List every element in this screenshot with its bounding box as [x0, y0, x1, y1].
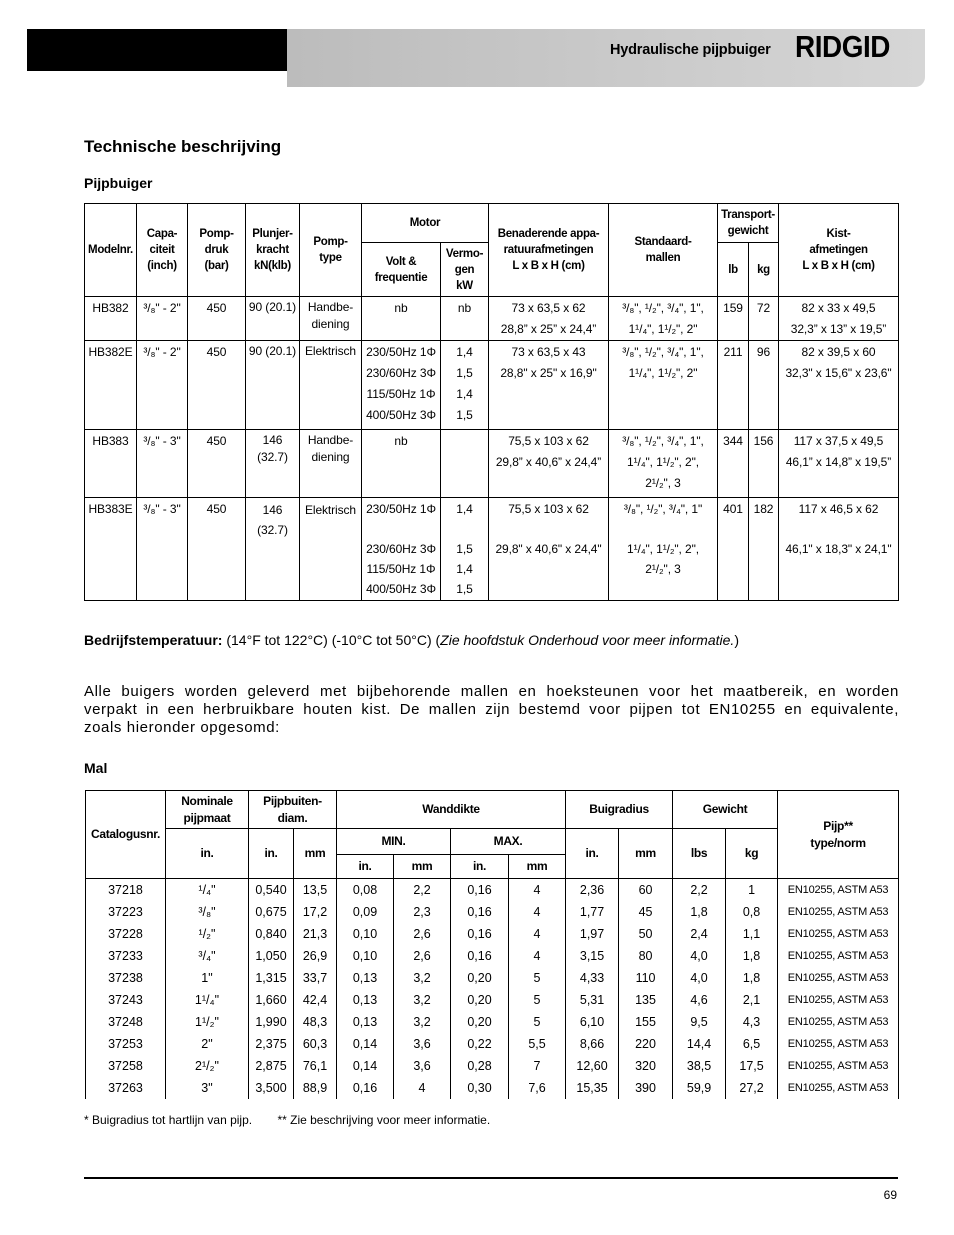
- cell-nominale-in: ³/₈": [166, 901, 249, 923]
- cell-catalogusnr: 37228: [86, 923, 166, 945]
- cell-pompdruk: 450: [188, 297, 246, 341]
- cell-catalogusnr: 37233: [86, 945, 166, 967]
- header-vermogen: Vermo- gen kW: [441, 243, 489, 297]
- cell-nominale-in: 1¹/₂": [166, 1011, 249, 1033]
- table-row: [86, 989, 899, 1011]
- cell-gewicht-lbs: 1,8: [673, 901, 726, 923]
- cell-max-in: 0,16: [451, 901, 509, 923]
- cell-pijp-norm: EN10255, ASTM A53: [778, 1077, 899, 1099]
- header-pijpbuitendiameter: Pijpbuiten- diam.: [249, 791, 337, 829]
- header-motor: Motor: [362, 204, 489, 243]
- cell-min-mm: 2,6: [394, 923, 451, 945]
- header-volt-frequentie: Volt & frequentie: [362, 243, 441, 297]
- cell-catalogusnr: 37243: [86, 989, 166, 1011]
- cell-min-in: 0,13: [337, 989, 394, 1011]
- cell-volt: 230/50Hz 1Φ 230/60Hz 3Φ 115/50Hz 1Φ 400/50Hz 3Φ: [362, 341, 441, 430]
- cell-vermogen: 1,4 1,5 1,4 1,5: [441, 498, 489, 601]
- pijpbuiger-table: [84, 203, 899, 601]
- cell-buigradius-in: 8,66: [566, 1033, 619, 1055]
- table-row: [86, 1033, 899, 1055]
- header-modelnr: Modelnr.: [85, 204, 137, 297]
- cell-buigradius-mm: 60: [619, 879, 673, 901]
- cell-gewicht-lbs: 14,4: [673, 1033, 726, 1055]
- cell-nominale-in: 1¹/₄": [166, 989, 249, 1011]
- cell-min-in: 0,10: [337, 945, 394, 967]
- cell-buigradius-in: 2,36: [566, 879, 619, 901]
- cell-pompdruk: 450: [188, 341, 246, 430]
- cell-pomptype: Handbe- diening: [300, 430, 362, 498]
- cell-kg: 182: [749, 498, 779, 601]
- cell-nominale-in: ³/₄": [166, 945, 249, 967]
- footnote-buigradius: * Buigradius tot hartlijn van pijp.: [84, 1113, 253, 1127]
- cell-diam-in: 2,375: [249, 1033, 294, 1055]
- header-gewicht-kg: kg: [726, 829, 778, 879]
- header-buigradius: Buigradius: [566, 791, 673, 829]
- header-wanddikte: Wanddikte: [337, 791, 566, 829]
- cell-max-mm: 4: [509, 945, 566, 967]
- header-pompdruk: Pomp- druk (bar): [188, 204, 246, 297]
- cell-max-in: 0,22: [451, 1033, 509, 1055]
- cell-kist: 82 x 33 x 49,5 32,3” x 13” x 19,5”: [779, 297, 899, 341]
- page-number: 69: [883, 1188, 897, 1202]
- cell-max-in: 0,20: [451, 967, 509, 989]
- cell-max-in: 0,16: [451, 879, 509, 901]
- footnotes: [84, 1113, 490, 1127]
- cell-max-in: 0,16: [451, 945, 509, 967]
- page-header-title: Hydraulische pijpbuiger: [610, 42, 771, 58]
- cell-min-in: 0,08: [337, 879, 394, 901]
- cell-catalogusnr: 37248: [86, 1011, 166, 1033]
- cell-afmetingen: 75,5 x 103 x 62 29,8" x 40,6" x 24,4": [489, 498, 609, 601]
- cell-buigradius-mm: 80: [619, 945, 673, 967]
- cell-buigradius-in: 4,33: [566, 967, 619, 989]
- table-row: [86, 945, 899, 967]
- cell-pijp-norm: EN10255, ASTM A53: [778, 879, 899, 901]
- footnote-pijp: ** Zie beschrijving voor meer informatie.: [277, 1113, 491, 1127]
- cell-pompdruk: 450: [188, 498, 246, 601]
- header-buigradius-mm: mm: [619, 829, 673, 879]
- cell-nominale-in: ¹/₂": [166, 923, 249, 945]
- cell-max-mm: 5: [509, 1011, 566, 1033]
- cell-pompdruk: 450: [188, 430, 246, 498]
- header-capaciteit: Capa- citeit (inch): [137, 204, 188, 297]
- table-row: [85, 430, 899, 498]
- cell-gewicht-lbs: 9,5: [673, 1011, 726, 1033]
- cell-lb: 211: [718, 341, 749, 430]
- header-diam-in: in.: [249, 829, 294, 879]
- header-kg: kg: [749, 243, 779, 297]
- cell-model: HB383E: [85, 498, 137, 601]
- cell-buigradius-in: 1,77: [566, 901, 619, 923]
- cell-kist: 82 x 39,5 x 60 32,3" x 15,6" x 23,6": [779, 341, 899, 430]
- cell-plunjerkracht: 146 (32.7): [246, 430, 300, 498]
- header-plunjerkracht: Plunjer- kracht kN(klb): [246, 204, 300, 297]
- footer-rule: [84, 1177, 898, 1179]
- cell-min-in: 0,10: [337, 923, 394, 945]
- cell-nominale-in: 1": [166, 967, 249, 989]
- cell-catalogusnr: 37263: [86, 1077, 166, 1099]
- cell-buigradius-mm: 110: [619, 967, 673, 989]
- cell-buigradius-mm: 135: [619, 989, 673, 1011]
- cell-nominale-in: 3": [166, 1077, 249, 1099]
- cell-gewicht-kg: 0,8: [726, 901, 778, 923]
- paragraph-line: Alle buigers worden geleverd met bijbehorende mallen en hoeksteunen voor het maatbereik, en worden: [84, 683, 899, 700]
- cell-gewicht-kg: 1,1: [726, 923, 778, 945]
- cell-min-in: 0,13: [337, 967, 394, 989]
- cell-vermogen: nb: [441, 297, 489, 341]
- cell-buigradius-in: 12,60: [566, 1055, 619, 1077]
- header-transportgewicht: Transport- gewicht: [718, 204, 779, 243]
- cell-lb: 401: [718, 498, 749, 601]
- header-catalogusnr: Catalogusnr.: [86, 791, 166, 879]
- cell-diam-mm: 42,4: [294, 989, 337, 1011]
- cell-kg: 96: [749, 341, 779, 430]
- cell-gewicht-kg: 2,1: [726, 989, 778, 1011]
- cell-pomptype: Elektrisch: [300, 498, 362, 601]
- cell-pijp-norm: EN10255, ASTM A53: [778, 945, 899, 967]
- cell-max-mm: 4: [509, 923, 566, 945]
- cell-pijp-norm: EN10255, ASTM A53: [778, 989, 899, 1011]
- cell-max-in: 0,30: [451, 1077, 509, 1099]
- cell-gewicht-lbs: 59,9: [673, 1077, 726, 1099]
- header-min-in: in.: [337, 855, 394, 879]
- cell-mallen: ³/₈", ¹/₂", ³/₄", 1", 1¹/₄", 1¹/₂", 2": [609, 341, 718, 430]
- cell-diam-mm: 13,5: [294, 879, 337, 901]
- cell-capaciteit: ³/₈" - 3": [137, 430, 188, 498]
- cell-gewicht-kg: 4,3: [726, 1011, 778, 1033]
- cell-diam-in: 2,875: [249, 1055, 294, 1077]
- header-nominale-pijpmaat: Nominale pijpmaat: [166, 791, 249, 829]
- cell-lb: 159: [718, 297, 749, 341]
- header-lb: lb: [718, 243, 749, 297]
- table-row: [86, 1011, 899, 1033]
- table-row: [86, 879, 899, 901]
- subsection-title-mal: Mal: [84, 760, 108, 776]
- cell-mallen: ³/₈", ¹/₂", ³/₄", 1", 1¹/₄", 1¹/₂", 2", 2¹/₂", 3: [609, 430, 718, 498]
- header-max: MAX.: [451, 829, 566, 855]
- cell-diam-in: 1,315: [249, 967, 294, 989]
- cell-buigradius-mm: 320: [619, 1055, 673, 1077]
- cell-catalogusnr: 37223: [86, 901, 166, 923]
- cell-min-mm: 2,6: [394, 945, 451, 967]
- table-row: [86, 967, 899, 989]
- cell-max-in: 0,20: [451, 1011, 509, 1033]
- cell-max-mm: 7: [509, 1055, 566, 1077]
- cell-max-mm: 7,6: [509, 1077, 566, 1099]
- cell-vermogen: [441, 430, 489, 498]
- table-row: [86, 1055, 899, 1077]
- cell-gewicht-kg: 1,8: [726, 945, 778, 967]
- cell-min-mm: 2,3: [394, 901, 451, 923]
- cell-min-mm: 3,2: [394, 967, 451, 989]
- cell-max-mm: 5,5: [509, 1033, 566, 1055]
- cell-buigradius-mm: 155: [619, 1011, 673, 1033]
- header-gewicht-lbs: lbs: [673, 829, 726, 879]
- header-standaardmallen: Standaard- mallen: [609, 204, 718, 297]
- cell-min-mm: 3,2: [394, 1011, 451, 1033]
- cell-gewicht-kg: 27,2: [726, 1077, 778, 1099]
- cell-diam-in: 1,660: [249, 989, 294, 1011]
- ridgid-logo: RIDGID: [795, 29, 890, 64]
- cell-pomptype: Handbe- diening: [300, 297, 362, 341]
- cell-max-in: 0,20: [451, 989, 509, 1011]
- cell-max-in: 0,28: [451, 1055, 509, 1077]
- cell-diam-in: 0,540: [249, 879, 294, 901]
- cell-diam-mm: 76,1: [294, 1055, 337, 1077]
- paragraph-line: zoals hieronder opgesomd:: [84, 719, 280, 736]
- cell-max-mm: 4: [509, 901, 566, 923]
- cell-diam-mm: 88,9: [294, 1077, 337, 1099]
- header-min: MIN.: [337, 829, 451, 855]
- cell-diam-mm: 17,2: [294, 901, 337, 923]
- cell-diam-in: 1,990: [249, 1011, 294, 1033]
- cell-min-mm: 3,2: [394, 989, 451, 1011]
- header-pijp-type-norm: Pijp** type/norm: [778, 791, 899, 879]
- cell-model: HB382: [85, 297, 137, 341]
- header-nominale-in: in.: [166, 829, 249, 879]
- cell-max-mm: 4: [509, 879, 566, 901]
- cell-nominale-in: 2¹/₂": [166, 1055, 249, 1077]
- cell-catalogusnr: 37218: [86, 879, 166, 901]
- cell-kg: 72: [749, 297, 779, 341]
- cell-diam-in: 0,675: [249, 901, 294, 923]
- table-row: [85, 341, 899, 430]
- cell-pijp-norm: EN10255, ASTM A53: [778, 1055, 899, 1077]
- cell-catalogusnr: 37258: [86, 1055, 166, 1077]
- cell-diam-mm: 21,3: [294, 923, 337, 945]
- cell-diam-in: 0,840: [249, 923, 294, 945]
- section-title: Technische beschrijving: [84, 137, 282, 156]
- cell-min-in: 0,13: [337, 1011, 394, 1033]
- cell-nominale-in: 2": [166, 1033, 249, 1055]
- cell-buigradius-in: 15,35: [566, 1077, 619, 1099]
- cell-afmetingen: 73 x 63,5 x 43 28,8" x 25" x 16,9": [489, 341, 609, 430]
- cell-plunjerkracht: 90 (20.1): [246, 341, 300, 430]
- cell-gewicht-kg: 17,5: [726, 1055, 778, 1077]
- header-kistafmetingen: Kist- afmetingen L x B x H (cm): [779, 204, 899, 297]
- cell-max-mm: 5: [509, 967, 566, 989]
- cell-buigradius-in: 1,97: [566, 923, 619, 945]
- cell-pomptype: Elektrisch: [300, 341, 362, 430]
- table-row: [85, 498, 899, 601]
- header-buigradius-in: in.: [566, 829, 619, 879]
- cell-min-in: 0,14: [337, 1033, 394, 1055]
- cell-buigradius-mm: 220: [619, 1033, 673, 1055]
- header-gewicht: Gewicht: [673, 791, 778, 829]
- cell-gewicht-lbs: 2,4: [673, 923, 726, 945]
- cell-min-mm: 3,6: [394, 1033, 451, 1055]
- cell-kist: 117 x 37,5 x 49,5 46,1” x 14,8” x 19,5”: [779, 430, 899, 498]
- delivery-paragraph: [84, 683, 899, 737]
- table-row: [86, 1077, 899, 1099]
- cell-nominale-in: ¹/₄": [166, 879, 249, 901]
- cell-volt: nb: [362, 430, 441, 498]
- cell-vermogen: 1,4 1,5 1,4 1,5: [441, 341, 489, 430]
- temperature-label: Bedrijfstemperatuur:: [84, 632, 223, 648]
- cell-afmetingen: 75,5 x 103 x 62 29,8” x 40,6” x 24,4”: [489, 430, 609, 498]
- header-pomptype: Pomp- type: [300, 204, 362, 297]
- cell-diam-in: 3,500: [249, 1077, 294, 1099]
- cell-afmetingen: 73 x 63,5 x 62 28,8” x 25” x 24,4”: [489, 297, 609, 341]
- cell-buigradius-in: 6,10: [566, 1011, 619, 1033]
- cell-max-in: 0,16: [451, 923, 509, 945]
- cell-max-mm: 5: [509, 989, 566, 1011]
- cell-mallen: ³/₈", ¹/₂", ³/₄", 1" 1¹/₄", 1¹/₂", 2", 2¹/₂", 3: [609, 498, 718, 601]
- header-diam-mm: mm: [294, 829, 337, 879]
- cell-model: HB382E: [85, 341, 137, 430]
- cell-capaciteit: ³/₈" - 2": [137, 341, 188, 430]
- cell-catalogusnr: 37238: [86, 967, 166, 989]
- header-black-bar: [27, 29, 287, 71]
- header-max-in: in.: [451, 855, 509, 879]
- cell-min-mm: 2,2: [394, 879, 451, 901]
- cell-volt: 230/50Hz 1Φ 230/60Hz 3Φ 115/50Hz 1Φ 400/50Hz 3Φ: [362, 498, 441, 601]
- header-afmetingen: Benaderende appa- ratuurafmetingen L x B x H (cm): [489, 204, 609, 297]
- cell-gewicht-lbs: 2,2: [673, 879, 726, 901]
- cell-buigradius-in: 3,15: [566, 945, 619, 967]
- header-max-mm: mm: [509, 855, 566, 879]
- cell-capaciteit: ³/₈" - 3": [137, 498, 188, 601]
- cell-volt: nb: [362, 297, 441, 341]
- cell-kg: 156: [749, 430, 779, 498]
- cell-min-in: 0,14: [337, 1055, 394, 1077]
- table-row: [85, 297, 899, 341]
- cell-mallen: ³/₈", ¹/₂", ³/₄", 1", 1¹/₄", 1¹/₂", 2": [609, 297, 718, 341]
- cell-diam-mm: 33,7: [294, 967, 337, 989]
- cell-min-in: 0,09: [337, 901, 394, 923]
- table-row: [86, 923, 899, 945]
- temperature-suffix: ): [734, 632, 739, 648]
- cell-pijp-norm: EN10255, ASTM A53: [778, 923, 899, 945]
- cell-lb: 344: [718, 430, 749, 498]
- cell-min-mm: 3,6: [394, 1055, 451, 1077]
- cell-plunjerkracht: 146 (32.7): [246, 498, 300, 601]
- cell-gewicht-kg: 6,5: [726, 1033, 778, 1055]
- temperature-note: Zie hoofdstuk Onderhoud voor meer informatie.: [440, 632, 735, 648]
- cell-pijp-norm: EN10255, ASTM A53: [778, 901, 899, 923]
- operating-temperature: [84, 631, 739, 649]
- cell-gewicht-lbs: 4,0: [673, 945, 726, 967]
- cell-pijp-norm: EN10255, ASTM A53: [778, 1011, 899, 1033]
- cell-capaciteit: ³/₈" - 2": [137, 297, 188, 341]
- cell-gewicht-kg: 1,8: [726, 967, 778, 989]
- cell-buigradius-mm: 390: [619, 1077, 673, 1099]
- cell-catalogusnr: 37253: [86, 1033, 166, 1055]
- temperature-value: (14°F tot 122°C) (-10°C tot 50°C) (: [226, 632, 441, 648]
- cell-pijp-norm: EN10255, ASTM A53: [778, 967, 899, 989]
- paragraph-line: verpakt in een herbruikbare houten kist. De mallen zijn bestemd voor pijpen tot EN10255 en equivalente,: [84, 701, 899, 718]
- cell-gewicht-kg: 1: [726, 879, 778, 901]
- cell-gewicht-lbs: 4,0: [673, 967, 726, 989]
- cell-diam-in: 1,050: [249, 945, 294, 967]
- cell-diam-mm: 60,3: [294, 1033, 337, 1055]
- cell-diam-mm: 26,9: [294, 945, 337, 967]
- mal-table: [85, 790, 899, 1099]
- cell-kist: 117 x 46,5 x 62 46,1" x 18,3" x 24,1": [779, 498, 899, 601]
- cell-buigradius-mm: 50: [619, 923, 673, 945]
- cell-diam-mm: 48,3: [294, 1011, 337, 1033]
- cell-gewicht-lbs: 4,6: [673, 989, 726, 1011]
- cell-model: HB383: [85, 430, 137, 498]
- cell-pijp-norm: EN10255, ASTM A53: [778, 1033, 899, 1055]
- cell-gewicht-lbs: 38,5: [673, 1055, 726, 1077]
- cell-min-mm: 4: [394, 1077, 451, 1099]
- cell-min-in: 0,16: [337, 1077, 394, 1099]
- header-min-mm: mm: [394, 855, 451, 879]
- cell-plunjerkracht: 90 (20.1): [246, 297, 300, 341]
- subsection-title-pijpbuiger: Pijpbuiger: [84, 175, 153, 191]
- cell-buigradius-mm: 45: [619, 901, 673, 923]
- cell-buigradius-in: 5,31: [566, 989, 619, 1011]
- table-row: [86, 901, 899, 923]
